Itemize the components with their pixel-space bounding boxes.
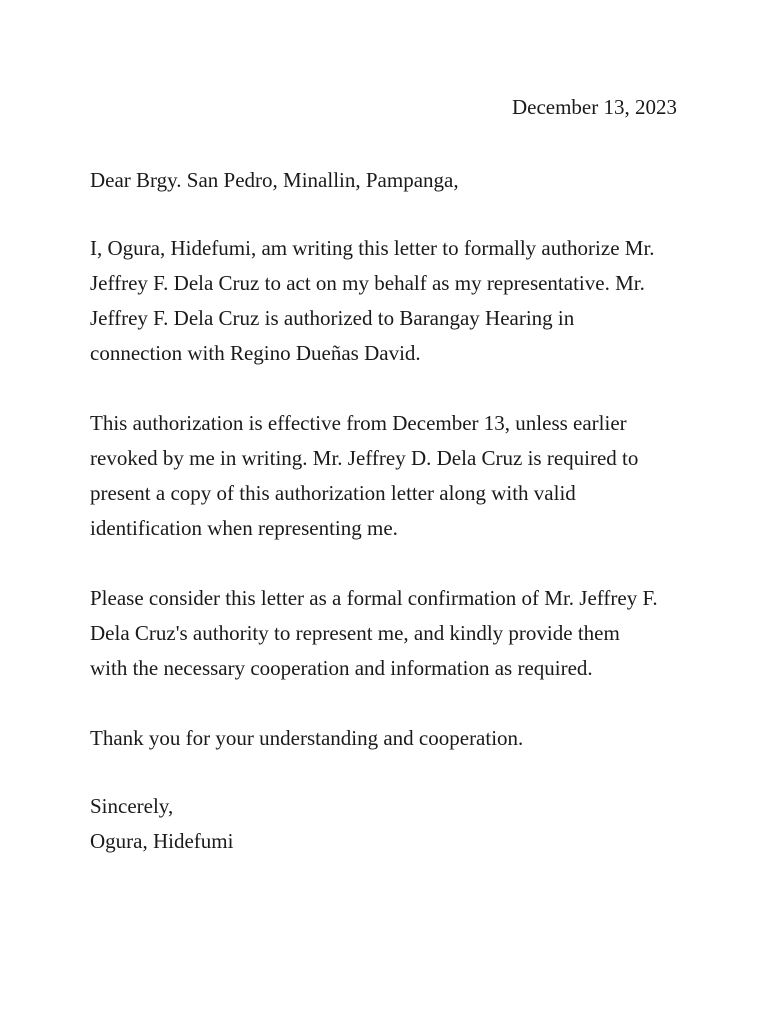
closing-block xyxy=(90,789,233,859)
paragraph-line: This authorization is effective from December 13, unless earlier xyxy=(90,411,627,435)
paragraph-line: I, Ogura, Hidefumi, am writing this letter to formally authorize Mr. xyxy=(90,236,655,260)
closing-word: Sincerely, xyxy=(90,794,174,818)
paragraph-authorization xyxy=(90,231,690,371)
paragraph-line: revoked by me in writing. Mr. Jeffrey D. Dela Cruz is required to xyxy=(90,446,639,470)
paragraph-line: identification when representing me. xyxy=(90,516,398,540)
paragraph-line: present a copy of this authorization letter along with valid xyxy=(90,481,576,505)
paragraph-line: Dela Cruz's authority to represent me, and kindly provide them xyxy=(90,621,620,645)
salutation: Dear Brgy. San Pedro, Minallin, Pampanga, xyxy=(90,168,459,192)
signature-name: Ogura, Hidefumi xyxy=(90,829,234,853)
paragraph-line: connection with Regino Dueñas David. xyxy=(90,341,421,365)
letter-date: December 13, 2023 xyxy=(511,95,677,119)
paragraph-line: Thank you for your understanding and cooperation. xyxy=(90,726,524,750)
paragraph-effectivity xyxy=(90,406,690,546)
paragraph-line: Jeffrey F. Dela Cruz is authorized to Barangay Hearing in xyxy=(90,306,575,330)
paragraph-confirmation xyxy=(90,581,690,686)
paragraph-line: with the necessary cooperation and information as required. xyxy=(90,656,593,680)
paragraph-line: Jeffrey F. Dela Cruz to act on my behalf as my representative. Mr. xyxy=(90,271,645,295)
paragraph-line: Please consider this letter as a formal confirmation of Mr. Jeffrey F. xyxy=(90,586,658,610)
paragraph-thanks xyxy=(90,721,690,756)
